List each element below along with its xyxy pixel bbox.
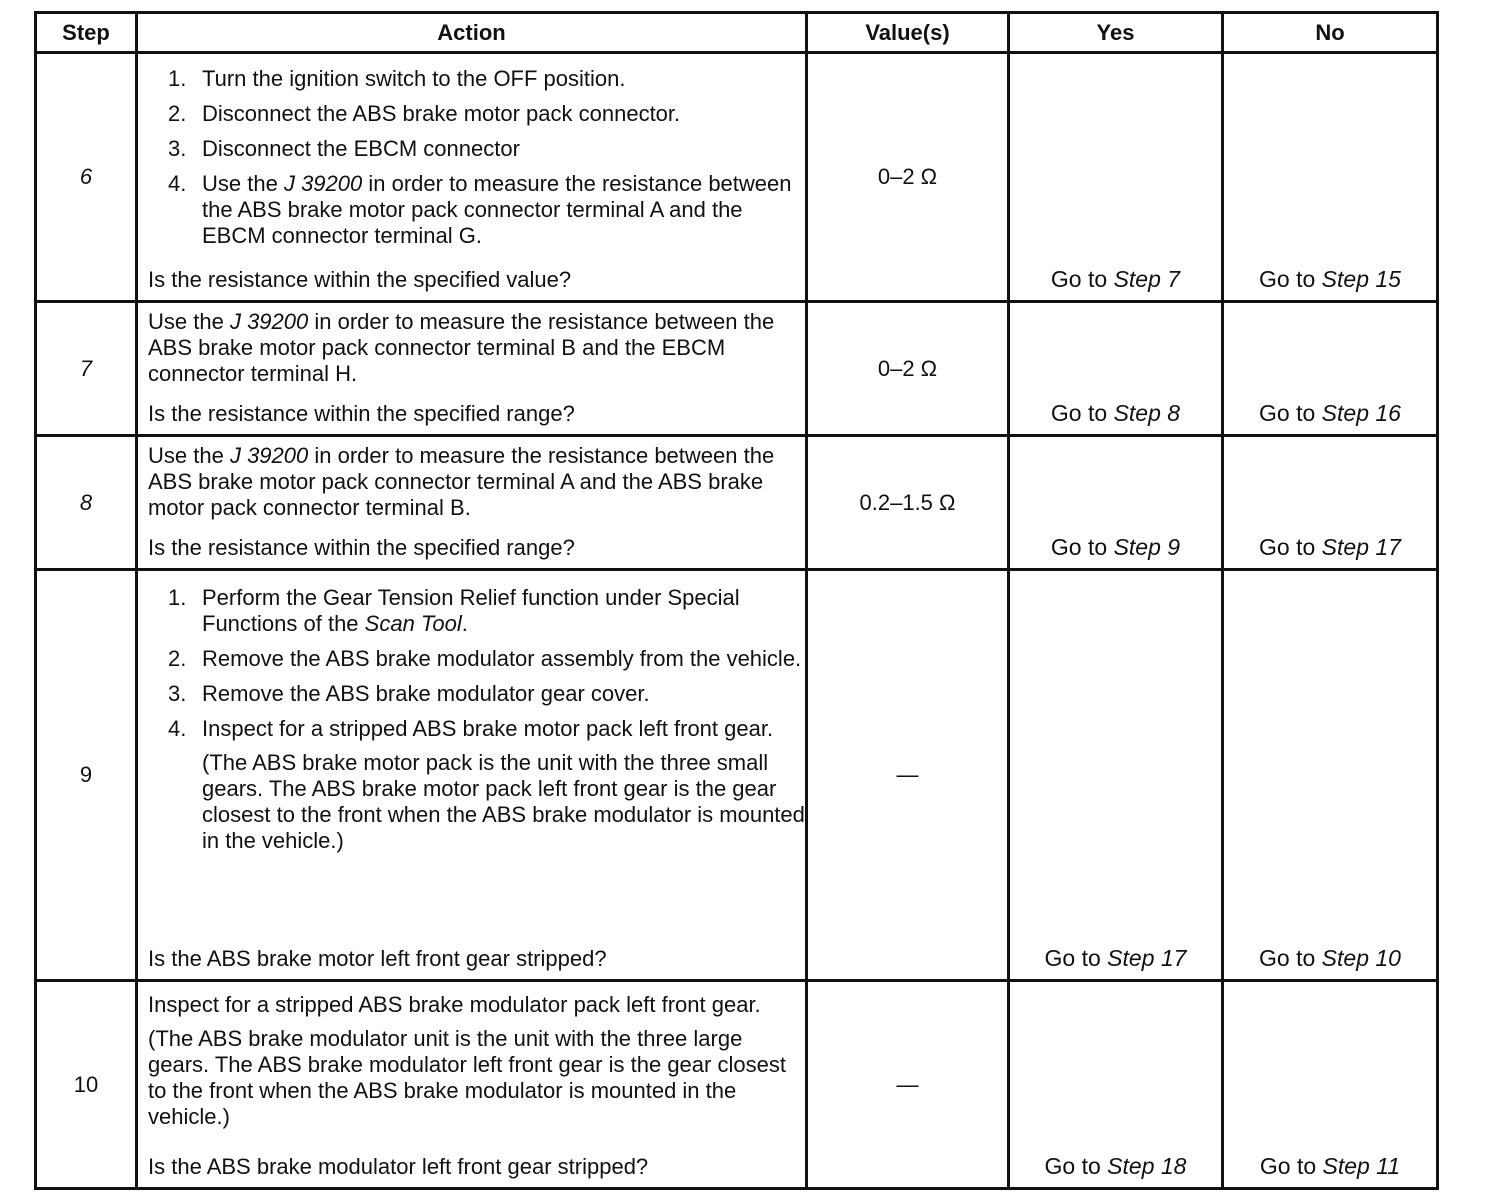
go-to-label: Go to <box>1050 534 1108 560</box>
go-to-label: Go to <box>1044 945 1101 971</box>
action-item <box>168 136 805 162</box>
diagnostic-table <box>34 11 1439 1190</box>
action-cell <box>137 53 807 302</box>
header-action: Action <box>137 13 807 53</box>
question-text: Is the resistance within the specified value? <box>148 267 572 292</box>
item-text-pre: Perform the Gear Tension Relief function under Special Functions of the <box>202 585 740 636</box>
value-cell: — <box>807 981 1009 1189</box>
item-note: (The ABS brake motor pack is the unit with the three small gears. The ABS brake motor pack left front gear is the gear closest to the front when the ABS brake modulator is mounted in the vehicle.) <box>202 750 805 853</box>
action-cell <box>137 436 807 570</box>
tool-reference: J 39200 <box>229 443 309 468</box>
value-cell: 0–2 Ω <box>807 302 1009 436</box>
item-number: 4. <box>168 716 187 741</box>
item-text-post: in order to measure the resistance between the ABS brake motor pack connector terminal A and the EBCM connector terminal G. <box>202 171 792 248</box>
table-row-step-10 <box>36 981 1438 1189</box>
yes-step-link[interactable]: Step 17 <box>1107 945 1187 971</box>
table-row-step-8 <box>36 436 1438 570</box>
diagnostic-procedure-sheet <box>34 11 1436 1190</box>
yes-step-link[interactable]: Step 8 <box>1113 400 1181 426</box>
yes-step-link[interactable]: Step 9 <box>1113 534 1181 560</box>
go-to-label: Go to <box>1259 534 1316 560</box>
action-item <box>168 66 805 92</box>
go-to-label: Go to <box>1259 266 1316 292</box>
no-step-link[interactable]: Step 10 <box>1321 945 1401 971</box>
action-item <box>168 716 805 854</box>
question-text: Is the resistance within the specified range? <box>148 535 575 560</box>
action-item <box>168 681 805 707</box>
tool-reference: J 39200 <box>229 309 309 334</box>
item-text: Inspect for a stripped ABS brake motor pack left front gear. <box>202 716 774 741</box>
action-cell <box>137 981 807 1189</box>
no-cell <box>1223 436 1438 570</box>
yes-step-link[interactable]: Step 7 <box>1113 266 1181 292</box>
question-text: Is the ABS brake modulator left front gear stripped? <box>148 1154 649 1179</box>
go-to-label: Go to <box>1259 945 1316 971</box>
step-number: 9 <box>36 570 137 981</box>
header-step: Step <box>36 13 137 53</box>
action-paragraph: Inspect for a stripped ABS brake modulator pack left front gear. <box>148 992 761 1017</box>
item-text: Remove the ABS brake modulator gear cover. <box>202 681 650 706</box>
no-cell <box>1223 981 1438 1189</box>
yes-cell <box>1009 436 1223 570</box>
action-text-pre: Use the <box>148 309 224 334</box>
action-cell <box>137 302 807 436</box>
go-to-label: Go to <box>1259 1153 1317 1179</box>
header-values: Value(s) <box>807 13 1009 53</box>
no-cell <box>1223 302 1438 436</box>
item-number: 2. <box>168 646 187 671</box>
item-text: Disconnect the ABS brake motor pack connector. <box>202 101 681 126</box>
yes-cell <box>1009 53 1223 302</box>
go-to-label: Go to <box>1050 266 1108 292</box>
go-to-label: Go to <box>1259 400 1316 426</box>
item-text: Remove the ABS brake modulator assembly from the vehicle. <box>202 646 802 671</box>
step-number: 8 <box>36 436 137 570</box>
action-note: (The ABS brake modulator unit is the unit with the three large gears. The ABS brake modulator left front gear is the gear closest to the front when the ABS brake modulator is mounted in the vehicle.) <box>148 1026 786 1129</box>
no-cell <box>1223 570 1438 981</box>
step-number: 10 <box>36 981 137 1189</box>
table-row-step-9 <box>36 570 1438 981</box>
value-cell: — <box>807 570 1009 981</box>
item-text: Turn the ignition switch to the OFF position. <box>202 66 626 91</box>
tool-reference: J 39200 <box>283 171 363 196</box>
go-to-label: Go to <box>1044 1153 1101 1179</box>
value-cell: 0.2–1.5 Ω <box>807 436 1009 570</box>
item-number: 3. <box>168 681 187 706</box>
table-row-step-6 <box>36 53 1438 302</box>
item-text-post: . <box>461 611 468 636</box>
action-item <box>168 171 805 249</box>
yes-cell <box>1009 302 1223 436</box>
header-no: No <box>1223 13 1438 53</box>
item-number: 1. <box>168 585 187 610</box>
no-step-link[interactable]: Step 15 <box>1321 266 1401 292</box>
step-number: 6 <box>36 53 137 302</box>
item-text: Disconnect the EBCM connector <box>202 136 520 161</box>
item-number: 3. <box>168 136 187 161</box>
item-number: 4. <box>168 171 187 196</box>
table-row-step-7 <box>36 302 1438 436</box>
header-yes: Yes <box>1009 13 1223 53</box>
yes-step-link[interactable]: Step 18 <box>1107 1153 1187 1179</box>
action-item <box>168 585 805 637</box>
action-item <box>168 646 805 672</box>
action-item <box>168 101 805 127</box>
go-to-label: Go to <box>1050 400 1108 426</box>
action-text-post: in order to measure the resistance between the ABS brake motor pack connector terminal B and the EBCM connector terminal H. <box>148 309 775 386</box>
item-number: 2. <box>168 101 187 126</box>
item-text-pre: Use the <box>202 171 278 196</box>
no-step-link[interactable]: Step 16 <box>1321 400 1401 426</box>
action-text-post: in order to measure the resistance between the ABS brake motor pack connector terminal A and the ABS brake motor pack connector terminal B. <box>148 443 775 520</box>
item-number: 1. <box>168 66 187 91</box>
action-cell <box>137 570 807 981</box>
yes-cell <box>1009 981 1223 1189</box>
action-text-pre: Use the <box>148 443 224 468</box>
tool-reference: Scan Tool <box>364 611 462 636</box>
table-header-row <box>36 13 1438 53</box>
yes-cell <box>1009 570 1223 981</box>
step-number: 7 <box>36 302 137 436</box>
question-text: Is the resistance within the specified range? <box>148 401 575 426</box>
value-cell: 0–2 Ω <box>807 53 1009 302</box>
question-text: Is the ABS brake motor left front gear stripped? <box>148 946 607 971</box>
no-step-link[interactable]: Step 17 <box>1321 534 1401 560</box>
no-step-link[interactable]: Step 11 <box>1322 1153 1401 1179</box>
no-cell <box>1223 53 1438 302</box>
